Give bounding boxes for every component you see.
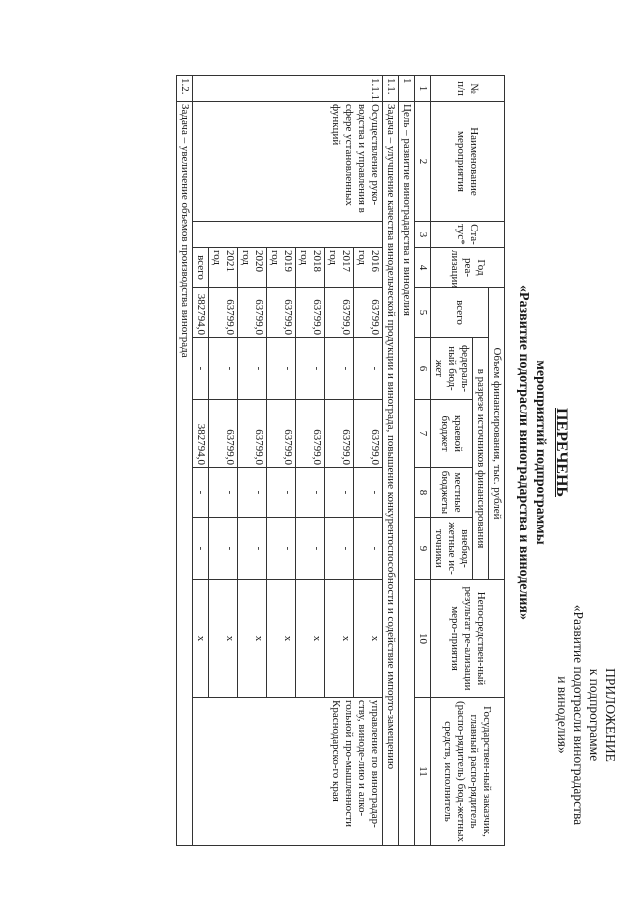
header-breakdown: в разрезе источников финансирования	[473, 338, 489, 580]
federal-cell: -	[267, 338, 296, 400]
total-cell: 63799,0	[296, 288, 325, 338]
task-text: Задача – увеличение объемов производства винограда	[177, 102, 193, 846]
result-cell: х	[296, 580, 325, 698]
header-regional: краевой бюджет	[431, 400, 473, 468]
year-cell: 2021 год	[209, 248, 238, 288]
federal-cell: -	[238, 338, 267, 400]
column-numbers-row	[415, 76, 431, 846]
title-line: «Развитие подотрасли виноградарства и виноделия»	[516, 285, 531, 620]
federal-cell: -	[325, 338, 354, 400]
header-status: Ста-тус*	[431, 222, 505, 248]
federal-cell: -	[354, 338, 383, 400]
local-cell: -	[267, 468, 296, 518]
regional-cell: 63799,0	[325, 400, 354, 468]
result-cell: х	[238, 580, 267, 698]
year-cell: 2016 год	[354, 248, 383, 288]
customer-cell: управление по виноградар-ству, виноде-лию и алко-гольной про-мышленности Краснодарско-го края	[193, 698, 383, 846]
appendix-title: ПРИЛОЖЕНИЕ	[603, 668, 618, 762]
task-text: Задача – улучшение качества винодельческой продукции и винограда, повышение конкурентоспособности и содействие импорто-замещению	[383, 102, 399, 846]
title-line: мероприятий подпрограммы	[533, 360, 548, 545]
result-cell: х	[193, 580, 209, 698]
measures-table	[176, 75, 505, 846]
goal-num: 1	[399, 76, 415, 102]
total-cell: 63799,0	[238, 288, 267, 338]
year-cell: всего	[193, 248, 209, 288]
federal-cell: -	[296, 338, 325, 400]
total-cell: 63799,0	[209, 288, 238, 338]
federal-cell: -	[209, 338, 238, 400]
total-cell: 63799,0	[267, 288, 296, 338]
header-customer: Государствен-ный заказчик, главный распо-рядитель (распо-рядитель) бюд-жетных средств, исполнитель	[431, 698, 505, 846]
col-number: 7	[415, 400, 431, 468]
offbudget-cell: -	[209, 518, 238, 580]
task-row	[383, 76, 399, 846]
task-num: 1.2.	[177, 76, 193, 102]
header-offbudget: внебюд-жетные ис-точники	[431, 518, 473, 580]
total-cell: 63799,0	[325, 288, 354, 338]
result-cell: х	[354, 580, 383, 698]
activity-name: Осуществление руко-водства и управления в сфере установленных функций	[193, 102, 383, 222]
col-number: 6	[415, 338, 431, 400]
local-cell: -	[325, 468, 354, 518]
local-cell: -	[238, 468, 267, 518]
activity-status	[193, 222, 383, 248]
col-number: 4	[415, 248, 431, 288]
regional-cell: 63799,0	[238, 400, 267, 468]
col-number: 2	[415, 102, 431, 222]
document-title	[515, 0, 570, 905]
header-num: № п/п	[431, 76, 505, 102]
total-cell: 382794,0	[193, 288, 209, 338]
offbudget-cell: -	[267, 518, 296, 580]
header-name: Наименование мероприятия	[431, 102, 505, 222]
year-cell: 2018 год	[296, 248, 325, 288]
header-result: Непосредствен-ный результат ре-ализации меро-приятия	[431, 580, 505, 698]
col-number: 5	[415, 288, 431, 338]
title-main: ПЕРЕЧЕНЬ	[553, 408, 570, 497]
regional-cell: 63799,0	[354, 400, 383, 468]
year-cell: 2017 год	[325, 248, 354, 288]
activity-num: 1.1.1.	[193, 76, 383, 102]
appendix-line: к подпрограмме	[587, 668, 602, 762]
activity-row	[354, 76, 383, 846]
task-row	[177, 76, 193, 846]
offbudget-cell: -	[354, 518, 383, 580]
appendix-line: «Развитие подотрасли виноградарства	[571, 604, 586, 826]
regional-cell: 63799,0	[209, 400, 238, 468]
goal-row	[399, 76, 415, 846]
header-volume: Объем финансирования, тыс. рублей	[489, 288, 505, 580]
offbudget-cell: -	[296, 518, 325, 580]
offbudget-cell: -	[238, 518, 267, 580]
local-cell: -	[193, 468, 209, 518]
result-cell: х	[325, 580, 354, 698]
header-local: местные бюджеты	[431, 468, 473, 518]
result-cell: х	[267, 580, 296, 698]
col-number: 11	[415, 698, 431, 846]
local-cell: -	[209, 468, 238, 518]
result-cell: х	[209, 580, 238, 698]
col-number: 8	[415, 468, 431, 518]
header-federal: федераль-ный бюд-жет	[431, 338, 473, 400]
col-number: 3	[415, 222, 431, 248]
regional-cell: 63799,0	[267, 400, 296, 468]
offbudget-cell: -	[325, 518, 354, 580]
col-number: 1	[415, 76, 431, 102]
total-cell: 63799,0	[354, 288, 383, 338]
header-year: Год реа-лизации	[431, 248, 505, 288]
offbudget-cell: -	[193, 518, 209, 580]
col-number: 10	[415, 580, 431, 698]
header-row	[489, 76, 505, 846]
header-total: всего	[431, 288, 489, 338]
year-cell: 2019 год	[267, 248, 296, 288]
federal-cell: -	[193, 338, 209, 400]
year-cell: 2020 год	[238, 248, 267, 288]
col-number: 9	[415, 518, 431, 580]
task-num: 1.1.	[383, 76, 399, 102]
appendix-line: и виноделия»	[555, 676, 570, 754]
local-cell: -	[296, 468, 325, 518]
local-cell: -	[354, 468, 383, 518]
goal-text: Цель – развитие виноградарства и виноделия	[399, 102, 415, 846]
regional-cell: 382794,0	[193, 400, 209, 468]
regional-cell: 63799,0	[296, 400, 325, 468]
